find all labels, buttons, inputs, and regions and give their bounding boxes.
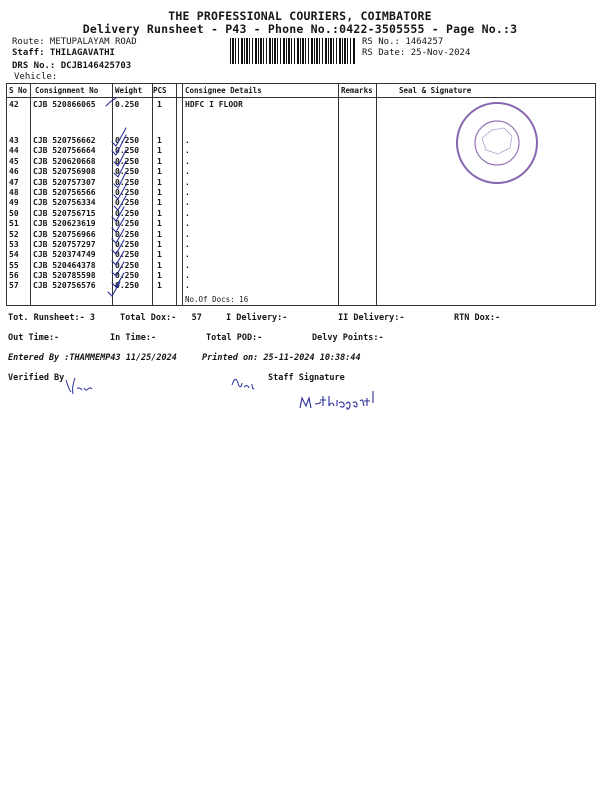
ii-delivery: II Delivery:- (338, 313, 405, 323)
cell-consignee: . (185, 177, 190, 187)
cell-weight: 0.250 (115, 250, 140, 260)
cell-consignee: . (185, 250, 190, 260)
cell-weight: 0.250 (115, 208, 140, 218)
cell-sno: 50 (9, 208, 19, 218)
cell-consignment: CJB 520756566 (33, 187, 96, 197)
cell-consignment: CJB 520756576 (33, 281, 96, 291)
cell-pcs: 1 (157, 198, 162, 208)
rs-date: RS Date: 25-Nov-2024 (362, 48, 471, 58)
cell-consignment: CJB 520866065 (33, 100, 96, 109)
cell-sno: 47 (9, 177, 19, 187)
cell-consignee: . (185, 239, 190, 249)
rtn-dox: RTN Dox:- (454, 313, 501, 323)
cell-consignee: . (185, 271, 190, 281)
cell-sno: 54 (9, 250, 19, 260)
cell-consignee: HDFC I FLOOR (185, 100, 243, 109)
cell-pcs: 1 (157, 250, 162, 260)
cell-consignee: . (185, 219, 190, 229)
cell-pcs: 1 (157, 260, 162, 270)
cell-pcs: 1 (157, 156, 162, 166)
cell-pcs: 1 (157, 100, 162, 109)
cell-pcs: 1 (157, 281, 162, 291)
no-of-docs: No.Of Docs: 16 (185, 295, 249, 304)
route-text: Route: METUPALAYAM ROAD (12, 37, 137, 47)
cell-weight: 0.250 (115, 177, 140, 187)
drs-number: DRS No.: DCJB146425703 (12, 61, 132, 71)
cell-pcs: 1 (157, 146, 162, 156)
cell-sno: 44 (9, 146, 19, 156)
cell-consignment: CJB 520620668 (33, 156, 96, 166)
cell-sno: 46 (9, 167, 19, 177)
out-time: Out Time:- (8, 333, 60, 343)
in-time: In Time:- (110, 333, 157, 343)
cell-pcs: 1 (157, 208, 162, 218)
entered-by: Entered By :THAMMEMP43 11/25/2024 (8, 353, 177, 363)
cell-sno: 42 (9, 100, 19, 109)
cell-pcs: 1 (157, 177, 162, 187)
cell-consignment: CJB 520464378 (33, 260, 96, 270)
col-consignee-header: Consignee Details (185, 86, 262, 95)
cell-pcs: 1 (157, 167, 162, 177)
cell-consignment: CJB 520757307 (33, 177, 96, 187)
cell-pcs: 1 (157, 136, 162, 145)
cell-consignment: CJB 520756662 (33, 136, 96, 145)
verified-signature (232, 379, 254, 388)
cell-sno: 49 (9, 198, 19, 208)
cell-consignment: CJB 520756908 (33, 167, 96, 177)
col-pcs-header: PCS (153, 86, 167, 95)
cell-consignee: . (185, 146, 190, 156)
cell-consignment: CJB 520374749 (33, 250, 96, 260)
cell-weight: 0.250 (115, 136, 140, 145)
cell-consignment: CJB 520623619 (33, 219, 96, 229)
col-consignment-header: Consignment No (35, 86, 99, 95)
cell-sno: 43 (9, 136, 19, 145)
cell-consignment: CJB 520756715 (33, 208, 96, 218)
cell-pcs: 1 (157, 271, 162, 281)
cell-consignment: CJB 520785598 (33, 271, 96, 281)
col-weight-header: Weight (115, 86, 143, 95)
cell-weight: 0.250 (115, 281, 140, 291)
cell-weight: 0.250 (115, 239, 140, 249)
cell-consignee: . (185, 229, 190, 239)
runsheet-title: Delivery Runsheet - P43 - Phone No.:0422-3505555 - Page No.:3 (82, 22, 518, 36)
cell-sno: 52 (9, 229, 19, 239)
cell-sno: 53 (9, 239, 19, 249)
cell-sno: 51 (9, 219, 19, 229)
cell-consignment: CJB 520757297 (33, 239, 96, 249)
cell-weight: 0.250 (115, 187, 140, 197)
staff-signature-label: Staff Signature (268, 373, 345, 383)
cell-consignee: . (185, 260, 190, 270)
cell-consignee: . (185, 281, 190, 291)
col-seal-header: Seal & Signature (399, 86, 472, 95)
cell-consignee: . (185, 187, 190, 197)
cell-consignee: . (185, 198, 190, 208)
cell-consignee: . (185, 136, 190, 145)
verified-by-label: Verified By (8, 373, 65, 383)
cell-weight: 0.250 (115, 260, 140, 270)
delvy-points: Delvy Points:- (312, 333, 384, 343)
cell-weight: 0.250 (115, 271, 140, 281)
cell-weight: 0.250 (115, 156, 140, 166)
cell-sno: 55 (9, 260, 19, 270)
rs-number: RS No.: 1464257 (362, 37, 444, 47)
cell-sno: 45 (9, 156, 19, 166)
cell-consignment: CJB 520756664 (33, 146, 96, 156)
printed-on: Printed on: 25-11-2024 10:38:44 (202, 353, 361, 363)
cell-weight: 0.250 (115, 100, 140, 109)
tot-runsheet: Tot. Runsheet:- 3 (8, 313, 95, 323)
cell-consignee: . (185, 167, 190, 177)
cell-pcs: 1 (157, 229, 162, 239)
cell-pcs: 1 (157, 219, 162, 229)
cell-consignee: . (185, 208, 190, 218)
company-title: THE PROFESSIONAL COURIERS, COIMBATORE (168, 9, 432, 23)
cell-consignment: CJB 520756334 (33, 198, 96, 208)
cell-sno: 56 (9, 271, 19, 281)
total-dox: Total Dox:- 57 (120, 313, 202, 323)
cell-weight: 0.250 (115, 167, 140, 177)
cell-consignment: CJB 520756966 (33, 229, 96, 239)
col-sno-header: S No (9, 86, 28, 95)
cell-weight: 0.250 (115, 219, 140, 229)
col-remarks-header: Remarks (341, 86, 373, 95)
total-pod: Total POD:- (206, 333, 263, 343)
cell-sno: 57 (9, 281, 19, 291)
cell-pcs: 1 (157, 187, 162, 197)
i-delivery: I Delivery:- (226, 313, 288, 323)
staff-signature-scribble (300, 391, 373, 409)
cell-consignee: . (185, 156, 190, 166)
cell-pcs: 1 (157, 239, 162, 249)
cell-weight: 0.250 (115, 229, 140, 239)
tick-marks (106, 98, 126, 296)
verified-by-signature (66, 378, 92, 394)
cell-sno: 48 (9, 187, 19, 197)
cell-weight: 0.250 (115, 198, 140, 208)
cell-weight: 0.250 (115, 146, 140, 156)
staff-text: Staff: THILAGAVATHI (12, 48, 115, 58)
vehicle-label: Vehicle: (14, 72, 58, 82)
